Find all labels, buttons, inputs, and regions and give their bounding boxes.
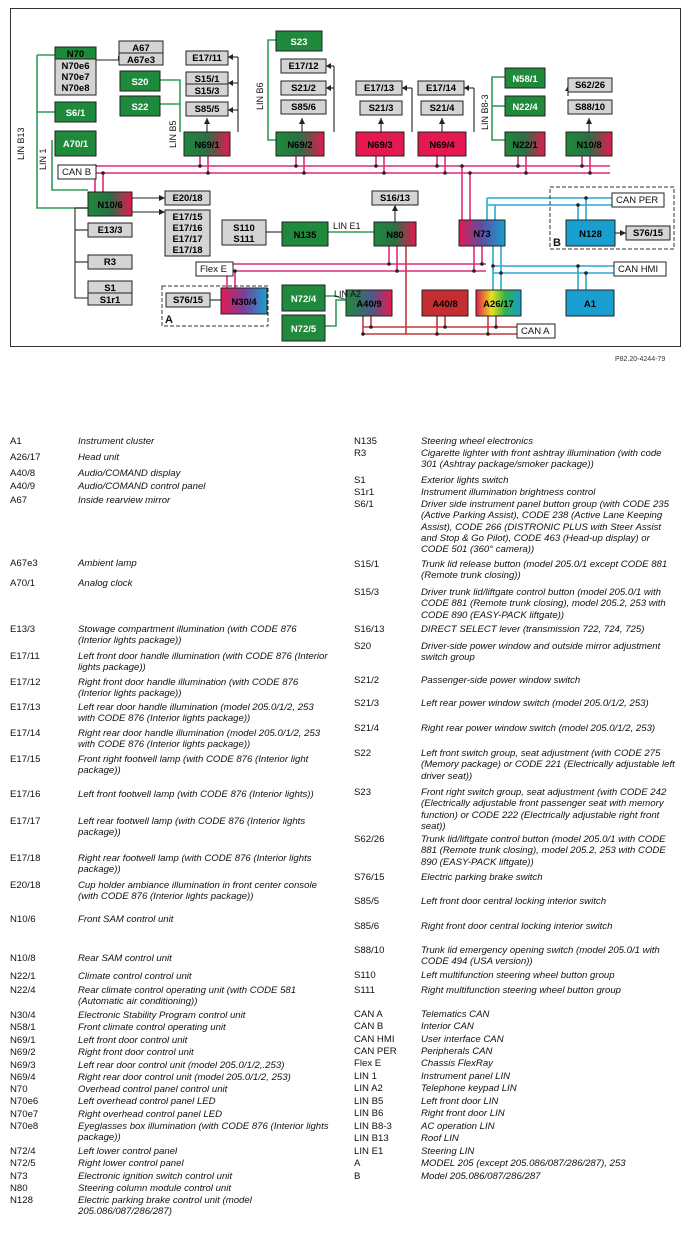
legend-description: Audio/COMAND control panel xyxy=(78,481,206,492)
legend-description: Left front footwell lamp (with CODE 876 (Interior lights)) xyxy=(78,789,314,800)
legend-code: CAN PER xyxy=(354,1046,397,1057)
legend-code: N69/2 xyxy=(10,1047,36,1058)
legend-description: Right rear door handle illumination (model 205.0/1/2, 253 with CODE 876 (Interior lights package)) xyxy=(78,728,321,751)
legend-code: S16/13 xyxy=(354,624,385,635)
svg-text:S22: S22 xyxy=(131,102,149,113)
svg-text:S76/15: S76/15 xyxy=(632,228,664,239)
legend-description: Driver side instrument panel button group (with CODE 235 (Active Parking Assist), CODE 238 (Active Lane Keeping Assist), CODE 266 (DISTRONIC PLUS with Steer Assist and Stop & Go Pilot), CODE 463 (Head-up display) or CODE 501 (360° camera)) xyxy=(421,499,669,556)
legend-code: N135 xyxy=(354,436,377,447)
legend-description: Telematics CAN xyxy=(421,1009,490,1020)
legend-description: Trunk lid emergency opening switch (model 205.0/1 with CODE 494 (USA version)) xyxy=(421,945,660,968)
svg-text:N10/8: N10/8 xyxy=(576,140,602,151)
legend-code: A67e3 xyxy=(10,558,38,569)
legend-description: Electric parking brake switch xyxy=(421,872,543,883)
svg-text:A67: A67 xyxy=(132,43,150,54)
svg-text:E17/12: E17/12 xyxy=(288,61,319,72)
lin-label-a2: LIN A2 xyxy=(334,289,362,299)
svg-text:S85/6: S85/6 xyxy=(291,102,316,113)
legend-description: Interior CAN xyxy=(421,1021,474,1032)
lin-label-1: LIN 1 xyxy=(38,148,48,170)
legend-code: S1r1 xyxy=(354,487,375,498)
svg-text:A40/8: A40/8 xyxy=(432,299,458,310)
legend-code: LIN B8-3 xyxy=(354,1121,392,1132)
legend-description: Chassis FlexRay xyxy=(421,1058,493,1069)
legend-description: User interface CAN xyxy=(421,1034,504,1045)
svg-text:S110: S110 xyxy=(233,223,255,234)
legend-description: Front right switch group, seat adjustment (with CODE 242 (Electrically adjustable front passenger seat with memory function) or CODE 222 (Electrically adjustable right front seat)) xyxy=(421,787,667,832)
legend-code: LIN A2 xyxy=(354,1083,383,1094)
svg-text:S1r1: S1r1 xyxy=(99,295,121,306)
legend-code: S110 xyxy=(354,970,376,981)
legend-code: S23 xyxy=(354,787,372,798)
svg-text:N69/2: N69/2 xyxy=(287,140,313,151)
legend-description: Front SAM control unit xyxy=(78,914,174,925)
svg-text:E17/18: E17/18 xyxy=(172,245,203,256)
legend-code: CAN B xyxy=(354,1021,384,1032)
legend-description: Ambient lamp xyxy=(78,558,137,569)
lin-label-b6: LIN B6 xyxy=(255,82,265,110)
svg-text:E13/3: E13/3 xyxy=(97,225,123,236)
legend-code: N70e8 xyxy=(10,1121,39,1132)
legend-description: Analog clock xyxy=(78,578,133,589)
region-label-b: B xyxy=(553,237,561,249)
legend-description: Left rear door control unit (model 205.0/1/2,.253) xyxy=(78,1060,285,1071)
legend-code: N10/6 xyxy=(10,914,36,925)
svg-text:E20/18: E20/18 xyxy=(172,193,203,204)
svg-text:S88/10: S88/10 xyxy=(574,102,606,113)
svg-text:E17/14: E17/14 xyxy=(425,83,457,94)
legend-code: N70 xyxy=(10,1084,28,1095)
legend-description: Audio/COMAND display xyxy=(78,468,181,479)
legend-description: Cup holder ambiance illumination in front center console (with CODE 876 (Interior lights package)) xyxy=(78,880,317,903)
legend-description: Front right footwell lamp (with CODE 876 (Interior light package)) xyxy=(78,754,309,777)
svg-text:S76/15: S76/15 xyxy=(172,295,204,306)
svg-text:S15/3: S15/3 xyxy=(194,86,220,97)
svg-text:CAN HMI: CAN HMI xyxy=(618,264,659,275)
legend-code: N10/8 xyxy=(10,953,36,964)
svg-text:S21/3: S21/3 xyxy=(368,103,394,114)
legend-description: Right front door LIN xyxy=(421,1108,505,1119)
legend-description: Electronic ignition switch control unit xyxy=(78,1171,233,1182)
svg-text:N70e7: N70e7 xyxy=(61,72,90,83)
legend-code: E17/14 xyxy=(10,728,41,739)
svg-text:Flex E: Flex E xyxy=(200,264,227,275)
legend-description: Left rear power window switch (model 205.0/1/2, 253) xyxy=(421,698,649,709)
svg-text:E17/13: E17/13 xyxy=(363,83,395,94)
legend-code: N22/4 xyxy=(10,985,36,996)
svg-text:A26/17: A26/17 xyxy=(483,299,514,310)
legend-code: S85/6 xyxy=(354,921,380,932)
legend-code: N58/1 xyxy=(10,1022,36,1033)
legend-code: S1 xyxy=(354,475,366,486)
legend-code: Flex E xyxy=(354,1058,382,1069)
legend-description: Left front switch group, seat adjustment (with CODE 275 (Memory package) or CODE 221 (Electrically adjustable left driver seat)) xyxy=(421,748,675,782)
svg-text:A67e3: A67e3 xyxy=(127,55,155,66)
legend-description: Trunk lid release button (model 205.0/1 except CODE 881 (Remote trunk closing)) xyxy=(421,559,668,582)
legend-description: Right front door central locking interior switch xyxy=(421,921,613,932)
legend-description: Electric parking brake control unit (model 205.086/087/286/287) xyxy=(78,1195,252,1218)
svg-text:N70: N70 xyxy=(66,49,85,60)
legend-code: E20/18 xyxy=(10,880,41,891)
legend-code: A67 xyxy=(10,495,28,506)
svg-text:N72/4: N72/4 xyxy=(290,294,317,305)
svg-text:S21/2: S21/2 xyxy=(291,83,316,94)
legend-description: Rear climate control operating unit (with CODE 581 (Automatic air conditioning)) xyxy=(78,985,297,1008)
svg-text:N10/6: N10/6 xyxy=(97,200,123,211)
svg-text:N72/5: N72/5 xyxy=(290,324,317,335)
legend-code: E17/13 xyxy=(10,702,41,713)
svg-text:S6/1: S6/1 xyxy=(65,108,86,119)
legend-description: Eyeglasses box illumination (with CODE 876 (Interior lights package)) xyxy=(78,1121,329,1144)
legend-description: Overhead control panel control unit xyxy=(78,1084,228,1095)
legend-code: N73 xyxy=(10,1171,28,1182)
legend-code: S62/26 xyxy=(354,834,385,845)
legend-description: Left overhead control panel LED xyxy=(78,1096,216,1107)
legend-code: S22 xyxy=(354,748,372,759)
legend-description: Left multifunction steering wheel button group xyxy=(421,970,615,981)
legend-code: S21/4 xyxy=(354,723,380,734)
legend-code: S21/2 xyxy=(354,675,380,686)
legend-code: A40/8 xyxy=(10,468,36,479)
legend-code: A26/17 xyxy=(10,452,41,463)
legend-code: LIN B6 xyxy=(354,1108,384,1119)
legend-code: S15/1 xyxy=(354,559,380,570)
legend-code: R3 xyxy=(354,448,367,459)
svg-text:N22/4: N22/4 xyxy=(512,102,538,113)
svg-text:N22/1: N22/1 xyxy=(512,140,538,151)
legend-description: Steering LIN xyxy=(421,1146,475,1157)
legend-description: Right multifunction steering wheel button group xyxy=(421,985,621,996)
svg-text:CAN A: CAN A xyxy=(521,326,550,337)
legend-code: N30/4 xyxy=(10,1010,36,1021)
legend-description: Right front door control unit xyxy=(78,1047,194,1058)
legend-code: S21/3 xyxy=(354,698,380,709)
legend-description: Climate control control unit xyxy=(78,971,192,982)
svg-text:N70e6: N70e6 xyxy=(61,61,90,72)
svg-text:N30/4: N30/4 xyxy=(231,297,257,308)
legend-description: Instrument illumination brightness control xyxy=(421,487,596,498)
legend-description: Left rear door handle illumination (model 205.0/1/2, 253 with CODE 876 (Interior lights package)) xyxy=(78,702,314,725)
legend-code: N69/3 xyxy=(10,1060,36,1071)
legend-code: E17/12 xyxy=(10,677,41,688)
svg-text:CAN B: CAN B xyxy=(62,167,92,178)
legend-description: Right rear footwell lamp (with CODE 876 (Interior lights package)) xyxy=(78,853,312,876)
legend-code: E17/18 xyxy=(10,853,41,864)
legend-description: Rear SAM control unit xyxy=(78,953,172,964)
svg-text:A40/9: A40/9 xyxy=(356,299,382,310)
legend-description: Right lower control panel xyxy=(78,1158,184,1169)
svg-text:N58/1: N58/1 xyxy=(512,74,538,85)
svg-text:S62/26: S62/26 xyxy=(574,80,606,91)
svg-text:N73: N73 xyxy=(473,229,491,240)
legend-description: Telephone keypad LIN xyxy=(421,1083,517,1094)
legend-code: S85/5 xyxy=(354,896,380,907)
legend-code: N72/4 xyxy=(10,1146,36,1157)
legend-description: Left rear footwell lamp (with CODE 876 (Interior lights package)) xyxy=(78,816,306,839)
legend-description: Right overhead control panel LED xyxy=(78,1109,222,1120)
legend-code: N70e7 xyxy=(10,1109,39,1120)
legend-description: DIRECT SELECT lever (transmission 722, 724, 725) xyxy=(421,624,645,635)
svg-text:E17/15: E17/15 xyxy=(172,212,203,223)
legend-description: Driver trunk lid/liftgate control button (model 205.0/1 with CODE 881 (Remote trunk closing), model 205.2, 253 with CODE 890 (EASY-PACK liftgate)) xyxy=(421,587,666,621)
legend-description: Right rear power window switch (model 205.0/1/2, 253) xyxy=(421,723,656,734)
svg-text:CAN PER: CAN PER xyxy=(616,195,659,206)
legend-code: E17/15 xyxy=(10,754,41,765)
legend-code: S76/15 xyxy=(354,872,385,883)
svg-text:A1: A1 xyxy=(583,299,597,310)
reference-number: P82.20-4244-79 xyxy=(615,356,666,363)
legend-description: Steering wheel electronics xyxy=(421,436,533,447)
svg-text:R3: R3 xyxy=(103,257,117,268)
svg-text:N128: N128 xyxy=(579,229,602,240)
legend-code: N72/5 xyxy=(10,1158,36,1169)
svg-text:N69/1: N69/1 xyxy=(194,140,220,151)
legend-code: N69/4 xyxy=(10,1072,36,1083)
legend-code: S15/3 xyxy=(354,587,380,598)
region-label-a: A xyxy=(165,314,173,326)
legend-description: Electronic Stability Program control unit xyxy=(78,1010,246,1021)
svg-text:N69/3: N69/3 xyxy=(367,140,393,151)
svg-text:S15/1: S15/1 xyxy=(194,74,220,85)
legend-code: S111 xyxy=(354,985,375,996)
legend-description: Instrument panel LIN xyxy=(421,1071,511,1082)
lin-label-b5: LIN B5 xyxy=(168,120,178,148)
svg-text:S111: S111 xyxy=(233,234,255,245)
legend-code: LIN B13 xyxy=(354,1133,389,1144)
legend-description: Inside rearview mirror xyxy=(78,495,171,506)
legend-description: Model 205.086/087/286/287 xyxy=(421,1171,541,1182)
legend-description: Left front door central locking interior switch xyxy=(421,896,607,907)
svg-text:E17/16: E17/16 xyxy=(172,223,203,234)
legend-code: A40/9 xyxy=(10,481,36,492)
legend-description: Instrument cluster xyxy=(78,436,155,447)
legend-code: N70e6 xyxy=(10,1096,39,1107)
svg-text:N80: N80 xyxy=(386,230,404,241)
legend-description: Right front door handle illumination (with CODE 876 (Interior lights package)) xyxy=(78,677,299,700)
legend-code: S6/1 xyxy=(354,499,374,510)
legend-code: B xyxy=(354,1171,361,1182)
legend-description: Exterior lights switch xyxy=(421,475,509,486)
legend-code: N128 xyxy=(10,1195,33,1206)
legend-code: E13/3 xyxy=(10,624,36,635)
lin-label-b13: LIN B13 xyxy=(16,127,26,160)
legend-code: CAN A xyxy=(354,1009,383,1020)
legend-description: Trunk lid/liftgate control button (model 205.0/1 with CODE 881 (Remote trunk closing), model 205.2, 253 with CODE 890 (EASY-PACK liftgate)) xyxy=(421,834,666,868)
svg-text:E17/17: E17/17 xyxy=(172,234,203,245)
legend-code: N80 xyxy=(10,1183,28,1194)
legend-code: A70/1 xyxy=(10,578,36,589)
legend-description: Cigarette lighter with front ashtray illumination (with code 301 (Ashtray package/smoker package)) xyxy=(421,448,662,471)
legend-description: Left front door handle illumination (with CODE 876 (Interior lights package)) xyxy=(78,651,328,674)
svg-text:S1: S1 xyxy=(104,283,116,294)
legend-description: AC operation LIN xyxy=(421,1121,495,1132)
legend-description: MODEL 205 (except 205.086/087/286/287), 253 xyxy=(421,1158,626,1169)
legend-code: N69/1 xyxy=(10,1035,36,1046)
legend-code: LIN B5 xyxy=(354,1096,384,1107)
svg-text:N70e8: N70e8 xyxy=(61,83,90,94)
legend-description: Head unit xyxy=(78,452,120,463)
legend-description: Left lower control panel xyxy=(78,1146,178,1157)
svg-text:N135: N135 xyxy=(293,230,317,241)
legend-description: Left front door LIN xyxy=(421,1096,499,1107)
legend-code: A1 xyxy=(10,436,22,447)
legend-description: Left front door control unit xyxy=(78,1035,188,1046)
svg-text:S16/13: S16/13 xyxy=(379,193,411,204)
legend-description: Steering column module control unit xyxy=(78,1183,232,1194)
legend-code: E17/11 xyxy=(10,651,40,662)
legend-description: Peripherals CAN xyxy=(421,1046,493,1057)
svg-text:E17/11: E17/11 xyxy=(192,53,222,64)
legend-description: Right rear door control unit (model 205.0/1/2, 253) xyxy=(78,1072,291,1083)
svg-text:S23: S23 xyxy=(290,37,308,48)
lin-label-b8-3: LIN B8-3 xyxy=(480,94,490,130)
svg-text:S20: S20 xyxy=(131,77,149,88)
legend-code: LIN E1 xyxy=(354,1146,384,1157)
legend-code: A xyxy=(354,1158,361,1169)
legend-description: Stowage compartment illumination (with CODE 876 (Interior lights package)) xyxy=(78,624,297,647)
legend-description: Roof LIN xyxy=(421,1133,459,1144)
legend-code: E17/17 xyxy=(10,816,41,827)
legend-code: E17/16 xyxy=(10,789,41,800)
svg-text:S21/4: S21/4 xyxy=(429,103,455,114)
svg-text:N69/4: N69/4 xyxy=(429,140,455,151)
legend-code: S20 xyxy=(354,641,372,652)
legend-description: Driver-side power window and outside mirror adjustment switch group xyxy=(421,641,661,664)
svg-text:A70/1: A70/1 xyxy=(62,139,89,150)
lin-label-e1: LIN E1 xyxy=(333,221,361,231)
svg-text:S85/5: S85/5 xyxy=(194,104,220,115)
legend-code: N22/1 xyxy=(10,971,36,982)
legend-description: Front climate control operating unit xyxy=(78,1022,226,1033)
legend-description: Passenger-side power window switch xyxy=(421,675,581,686)
legend-code: LIN 1 xyxy=(354,1071,377,1082)
legend-code: S88/10 xyxy=(354,945,385,956)
legend-code: CAN HMI xyxy=(354,1034,395,1045)
